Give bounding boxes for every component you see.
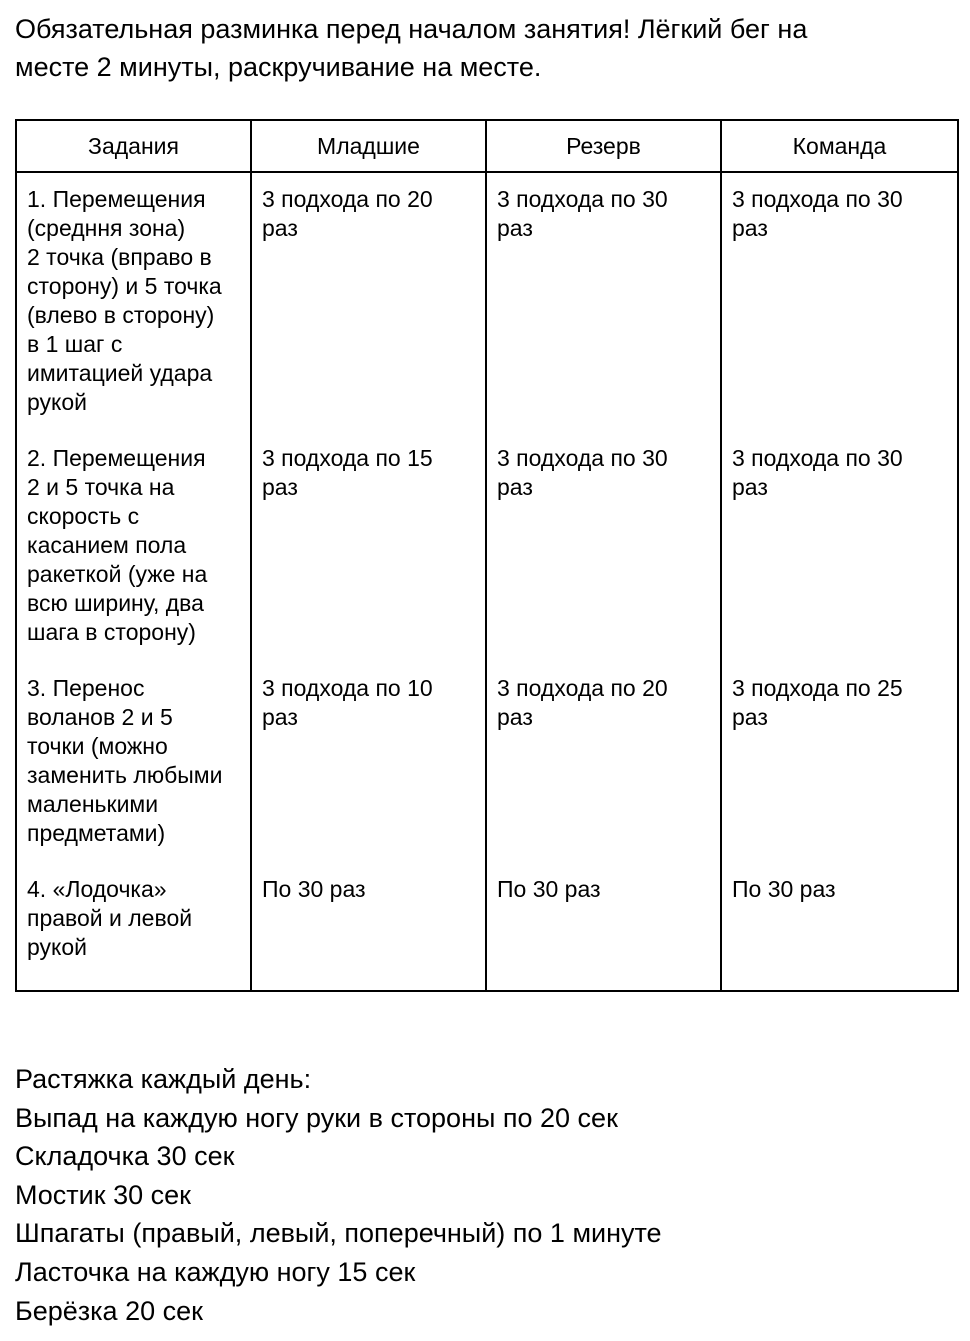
team-cell [721, 662, 958, 863]
intro-line: месте 2 минуты, раскручивание на месте. [15, 52, 542, 82]
task-cell [16, 662, 251, 863]
task-line: воланов 2 и 5 [27, 704, 173, 730]
task-cell [16, 172, 251, 432]
stretching-item: Мостик 30 сек [15, 1179, 191, 1210]
table-row [16, 172, 958, 432]
stretching-item: Шпагаты (правый, левый, поперечный) по 1 минуте [15, 1218, 662, 1249]
junior-cell [251, 432, 486, 662]
stretching-item: Складочка 30 сек [15, 1141, 235, 1172]
table-header-row [16, 120, 958, 172]
cell-line: 3 подхода по 30 [497, 445, 668, 471]
task-line: (средння зона) [27, 215, 186, 241]
stretching-heading: Растяжка каждый день: [15, 1064, 312, 1094]
cell-line: 3 подхода по 25 [732, 675, 903, 701]
header-tasks: Задания [16, 120, 251, 172]
stretching-list [15, 1060, 662, 1330]
stretching-item: Ласточка на каждую ногу 15 сек [15, 1256, 416, 1287]
cell-line: По 30 раз [497, 876, 601, 902]
task-line: рукой [27, 934, 87, 960]
reserve-cell [486, 863, 721, 991]
task-line: точки (можно [27, 733, 168, 759]
cell-line: 3 подхода по 10 [262, 675, 433, 701]
task-line: касанием пола [27, 532, 187, 558]
intro-line: Обязательная разминка перед началом занятия! Лёгкий бег на [15, 14, 808, 44]
cell-line: раз [497, 215, 533, 241]
task-line: скорость с [27, 503, 140, 529]
reserve-cell [486, 432, 721, 662]
stretching-item: Выпад на каждую ногу руки в стороны по 20 сек [15, 1102, 618, 1133]
task-line: заменить любыми [27, 762, 223, 788]
cell-line: 3 подхода по 15 [262, 445, 433, 471]
cell-line: раз [497, 474, 533, 500]
task-cell [16, 432, 251, 662]
table-row [16, 432, 958, 662]
cell-line: раз [262, 215, 298, 241]
task-line: рукой [27, 389, 87, 415]
task-line: ракеткой (уже на [27, 561, 208, 587]
cell-line: По 30 раз [732, 876, 836, 902]
team-cell [721, 432, 958, 662]
cell-line: 3 подхода по 30 [497, 186, 668, 212]
task-line: 1. Перемещения [27, 186, 206, 212]
junior-cell [251, 863, 486, 991]
task-line: сторону) и 5 точка [27, 273, 222, 299]
stretching-item: Берёзка 20 сек [15, 1295, 203, 1326]
cell-line: 3 подхода по 30 [732, 445, 903, 471]
cell-line: раз [732, 704, 768, 730]
cell-line: раз [732, 215, 768, 241]
task-line: маленькими [27, 791, 159, 817]
reserve-cell [486, 172, 721, 432]
task-line: 3. Перенос [27, 675, 145, 701]
cell-line: По 30 раз [262, 876, 366, 902]
task-line: (влево в сторону) [27, 302, 215, 328]
cell-line: 3 подхода по 20 [497, 675, 668, 701]
team-cell [721, 863, 958, 991]
task-line: правой и левой [27, 905, 193, 931]
task-line: 2. Перемещения [27, 445, 206, 471]
cell-line: 3 подхода по 30 [732, 186, 903, 212]
table-row [16, 863, 958, 991]
task-line: всю ширину, два [27, 590, 204, 616]
junior-cell [251, 172, 486, 432]
header-reserve: Резерв [486, 120, 721, 172]
cell-line: раз [732, 474, 768, 500]
header-team: Команда [721, 120, 958, 172]
junior-cell [251, 662, 486, 863]
task-line: предметами) [27, 820, 166, 846]
warmup-intro [15, 10, 945, 86]
cell-line: раз [262, 704, 298, 730]
cell-line: раз [497, 704, 533, 730]
task-cell [16, 863, 251, 991]
task-line: имитацией удара [27, 360, 213, 386]
cell-line: 3 подхода по 20 [262, 186, 433, 212]
task-line: 2 и 5 точка на [27, 474, 175, 500]
task-line: 2 точка (вправо в [27, 244, 212, 270]
header-junior: Младшие [251, 120, 486, 172]
cell-line: раз [262, 474, 298, 500]
table-row [16, 662, 958, 863]
task-line: шага в сторону) [27, 619, 196, 645]
reserve-cell [486, 662, 721, 863]
task-line: в 1 шаг с [27, 331, 123, 357]
exercise-table [15, 119, 959, 992]
task-line: 4. «Лодочка» [27, 876, 167, 902]
team-cell [721, 172, 958, 432]
